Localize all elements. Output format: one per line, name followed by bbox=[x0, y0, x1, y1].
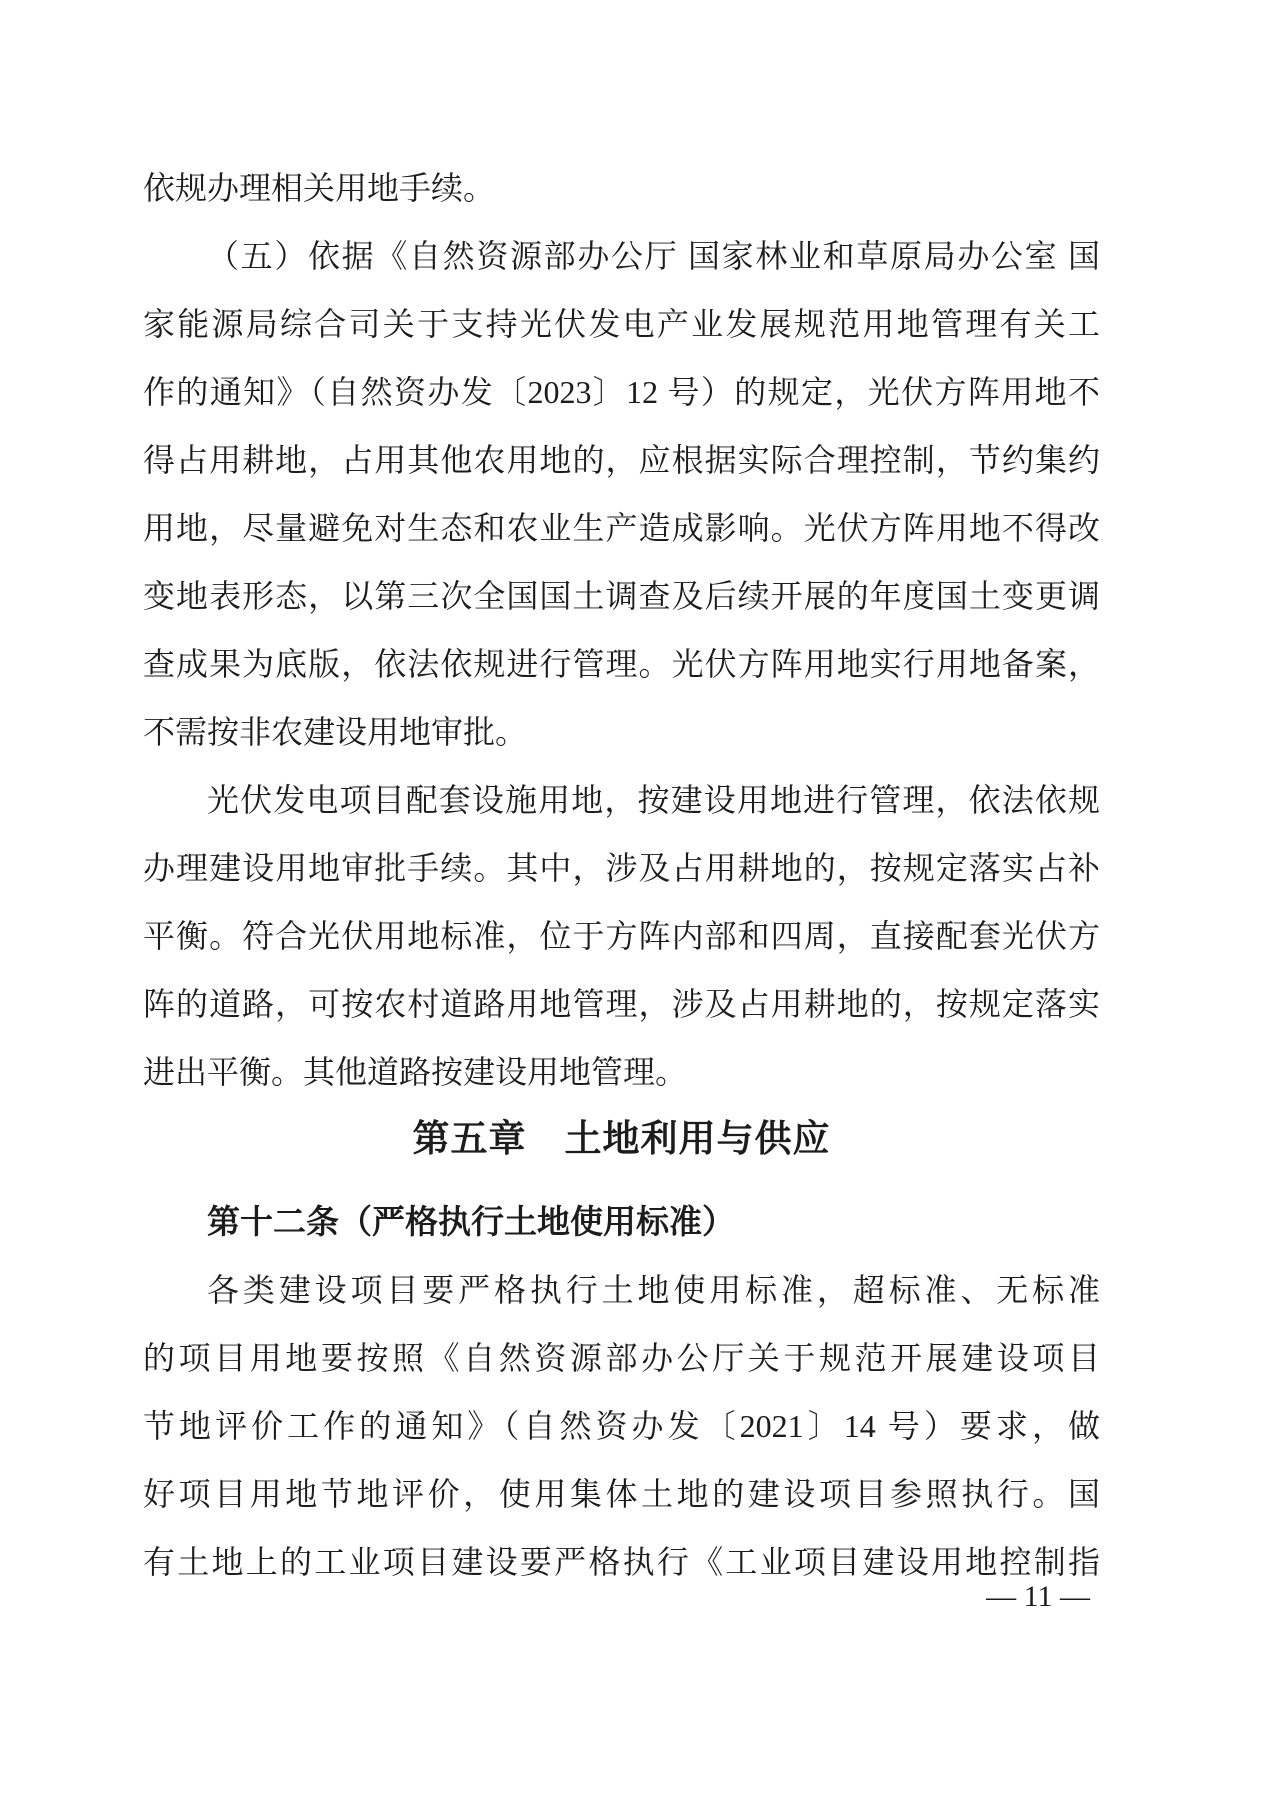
body-line: 用地，尽量避免对生态和农业生产造成影响。光伏方阵用地不得改 bbox=[143, 510, 1100, 546]
body-line: 不需按非农建设用地审批。 bbox=[143, 714, 528, 750]
para-supporting-facilities bbox=[143, 766, 1100, 1106]
body-line: 进出平衡。其他道路按建设用地管理。 bbox=[143, 1054, 688, 1090]
body-line: 查成果为底版，依法依规进行管理。光伏方阵用地实行用地备案， bbox=[143, 646, 1100, 682]
page-number: — 11 — bbox=[986, 1580, 1090, 1613]
body-line: 变地表形态，以第三次全国国土调查及后续开展的年度国土变更调 bbox=[143, 578, 1100, 614]
body-line: 好项目用地节地评价，使用集体土地的建设项目参照执行。国 bbox=[143, 1476, 1100, 1512]
para-previous-continuation bbox=[143, 154, 1100, 222]
body-line: 得占用耕地，占用其他农用地的，应根据实际合理控制，节约集约 bbox=[143, 442, 1100, 478]
para-article-12-body bbox=[143, 1256, 1100, 1596]
body-line: 家能源局综合司关于支持光伏发电产业发展规范用地管理有关工 bbox=[143, 306, 1100, 342]
body-line: 依规办理相关用地手续。 bbox=[143, 170, 496, 206]
body-line: 平衡。符合光伏用地标准，位于方阵内部和四周，直接配套光伏方 bbox=[143, 918, 1100, 954]
chapter-5-heading: 第五章 土地利用与供应 bbox=[412, 1119, 831, 1160]
body-line: 各类建设项目要严格执行土地使用标准，超标准、无标准 bbox=[207, 1272, 1100, 1308]
body-line: （五）依据《自然资源部办公厅 国家林业和草原局办公室 国 bbox=[207, 238, 1100, 274]
body-line: 阵的道路，可按农村道路用地管理，涉及占用耕地的，按规定落实 bbox=[143, 986, 1100, 1022]
body-line: 节地评价工作的通知》（自然资办发〔2021〕14 号）要求，做 bbox=[143, 1408, 1100, 1444]
body-line: 作的通知》（自然资办发〔2023〕12 号）的规定，光伏方阵用地不 bbox=[143, 374, 1100, 410]
body-line: 的项目用地要按照《自然资源部办公厅关于规范开展建设项目 bbox=[143, 1340, 1100, 1376]
body-line: 办理建设用地审批手续。其中，涉及占用耕地的，按规定落实占补 bbox=[143, 850, 1100, 886]
body-line: 光伏发电项目配套设施用地，按建设用地进行管理，依法依规 bbox=[207, 782, 1100, 818]
article-12-heading: 第十二条（严格执行土地使用标准） bbox=[207, 1203, 735, 1240]
para-item-five bbox=[143, 222, 1100, 766]
body-line: 有土地上的工业项目建设要严格执行《工业项目建设用地控制指 bbox=[143, 1544, 1100, 1580]
document-body bbox=[143, 154, 1100, 1596]
